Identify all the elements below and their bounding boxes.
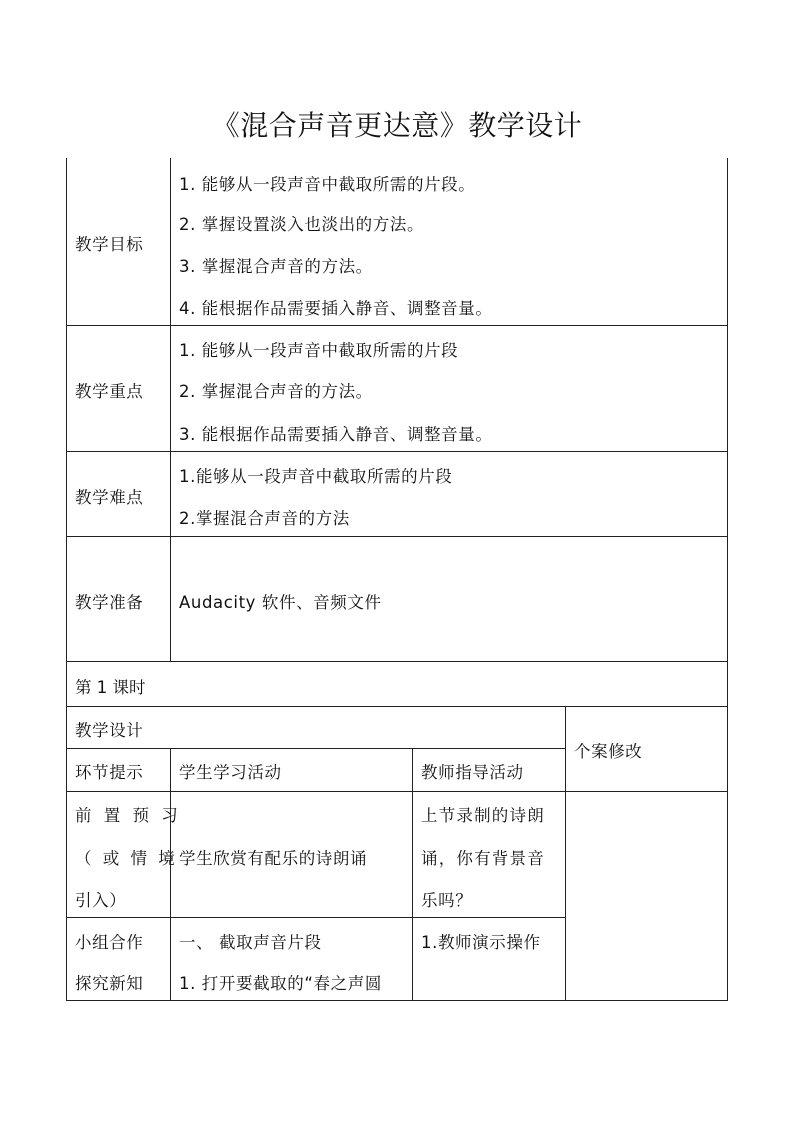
row-line bbox=[66, 536, 728, 537]
objective-item: 3. 掌握混合声音的方法。 bbox=[179, 257, 373, 276]
objective-item: 4. 能根据作品需要插入静音、调整音量。 bbox=[179, 299, 493, 318]
objectives-label: 教学目标 bbox=[75, 235, 144, 254]
key-point-item: 3. 能根据作品需要插入静音、调整音量。 bbox=[179, 425, 493, 444]
row-line bbox=[66, 791, 728, 792]
objective-item: 1. 能够从一段声音中截取所需的片段。 bbox=[179, 175, 476, 194]
student-activity-line: 1. 打开要截取的“春之声圆 bbox=[179, 974, 382, 993]
table-border-right bbox=[727, 158, 728, 1000]
teacher-activity-line: 上节录制的诗朗 bbox=[421, 806, 545, 825]
key-point-item: 1. 能够从一段声音中截取所需的片段 bbox=[179, 341, 459, 360]
objective-item: 2. 掌握设置淡入也淡出的方法。 bbox=[179, 215, 425, 234]
row-line bbox=[66, 1000, 728, 1001]
table-border-left bbox=[66, 158, 67, 1000]
table-divider-revision bbox=[565, 706, 566, 1000]
page-title: 《混合声音更达意》教学设计 bbox=[211, 109, 583, 142]
row-line bbox=[66, 325, 728, 326]
row-line bbox=[66, 748, 566, 749]
row-line bbox=[66, 661, 728, 662]
teacher-activity-line: 1.教师演示操作 bbox=[421, 933, 541, 952]
difficulties-label: 教学难点 bbox=[75, 488, 144, 507]
teacher-activity-line: 乐吗？ bbox=[421, 891, 473, 910]
key-point-item: 2. 掌握混合声音的方法。 bbox=[179, 382, 373, 401]
key-points-label: 教学重点 bbox=[75, 382, 144, 401]
row-line bbox=[66, 917, 566, 918]
difficulty-item: 2.掌握混合声音的方法 bbox=[179, 509, 350, 528]
row-line bbox=[66, 451, 728, 452]
preparation-value: Audacity 软件、音频文件 bbox=[179, 593, 382, 612]
student-activity: 学生欣赏有配乐的诗朗诵 bbox=[179, 849, 368, 868]
preparation-label: 教学准备 bbox=[75, 593, 144, 612]
table-divider-teacher bbox=[412, 748, 413, 1000]
design-label: 教学设计 bbox=[75, 721, 144, 740]
teacher-activity-line: 诵，你有背景音 bbox=[421, 849, 545, 868]
column-header-teacher: 教师指导活动 bbox=[421, 763, 524, 782]
lesson-label: 第 1 课时 bbox=[75, 678, 146, 697]
stage-line: 前 置 预 习 bbox=[75, 806, 182, 825]
table-divider-stage bbox=[170, 748, 171, 1000]
column-header-student: 学生学习活动 bbox=[179, 763, 282, 782]
stage-line: 小组合作 bbox=[75, 933, 144, 952]
student-activity-line: 一、 截取声音片段 bbox=[179, 933, 322, 952]
revision-label: 个案修改 bbox=[574, 742, 643, 761]
row-line bbox=[66, 706, 728, 707]
stage-line: （ 或 情 境 bbox=[75, 849, 178, 868]
difficulty-item: 1.能够从一段声音中截取所需的片段 bbox=[179, 467, 453, 486]
stage-line: 引入） bbox=[75, 891, 127, 910]
stage-line: 探究新知 bbox=[75, 974, 144, 993]
column-header-stage: 环节提示 bbox=[75, 763, 144, 782]
table-divider-label bbox=[170, 158, 171, 661]
